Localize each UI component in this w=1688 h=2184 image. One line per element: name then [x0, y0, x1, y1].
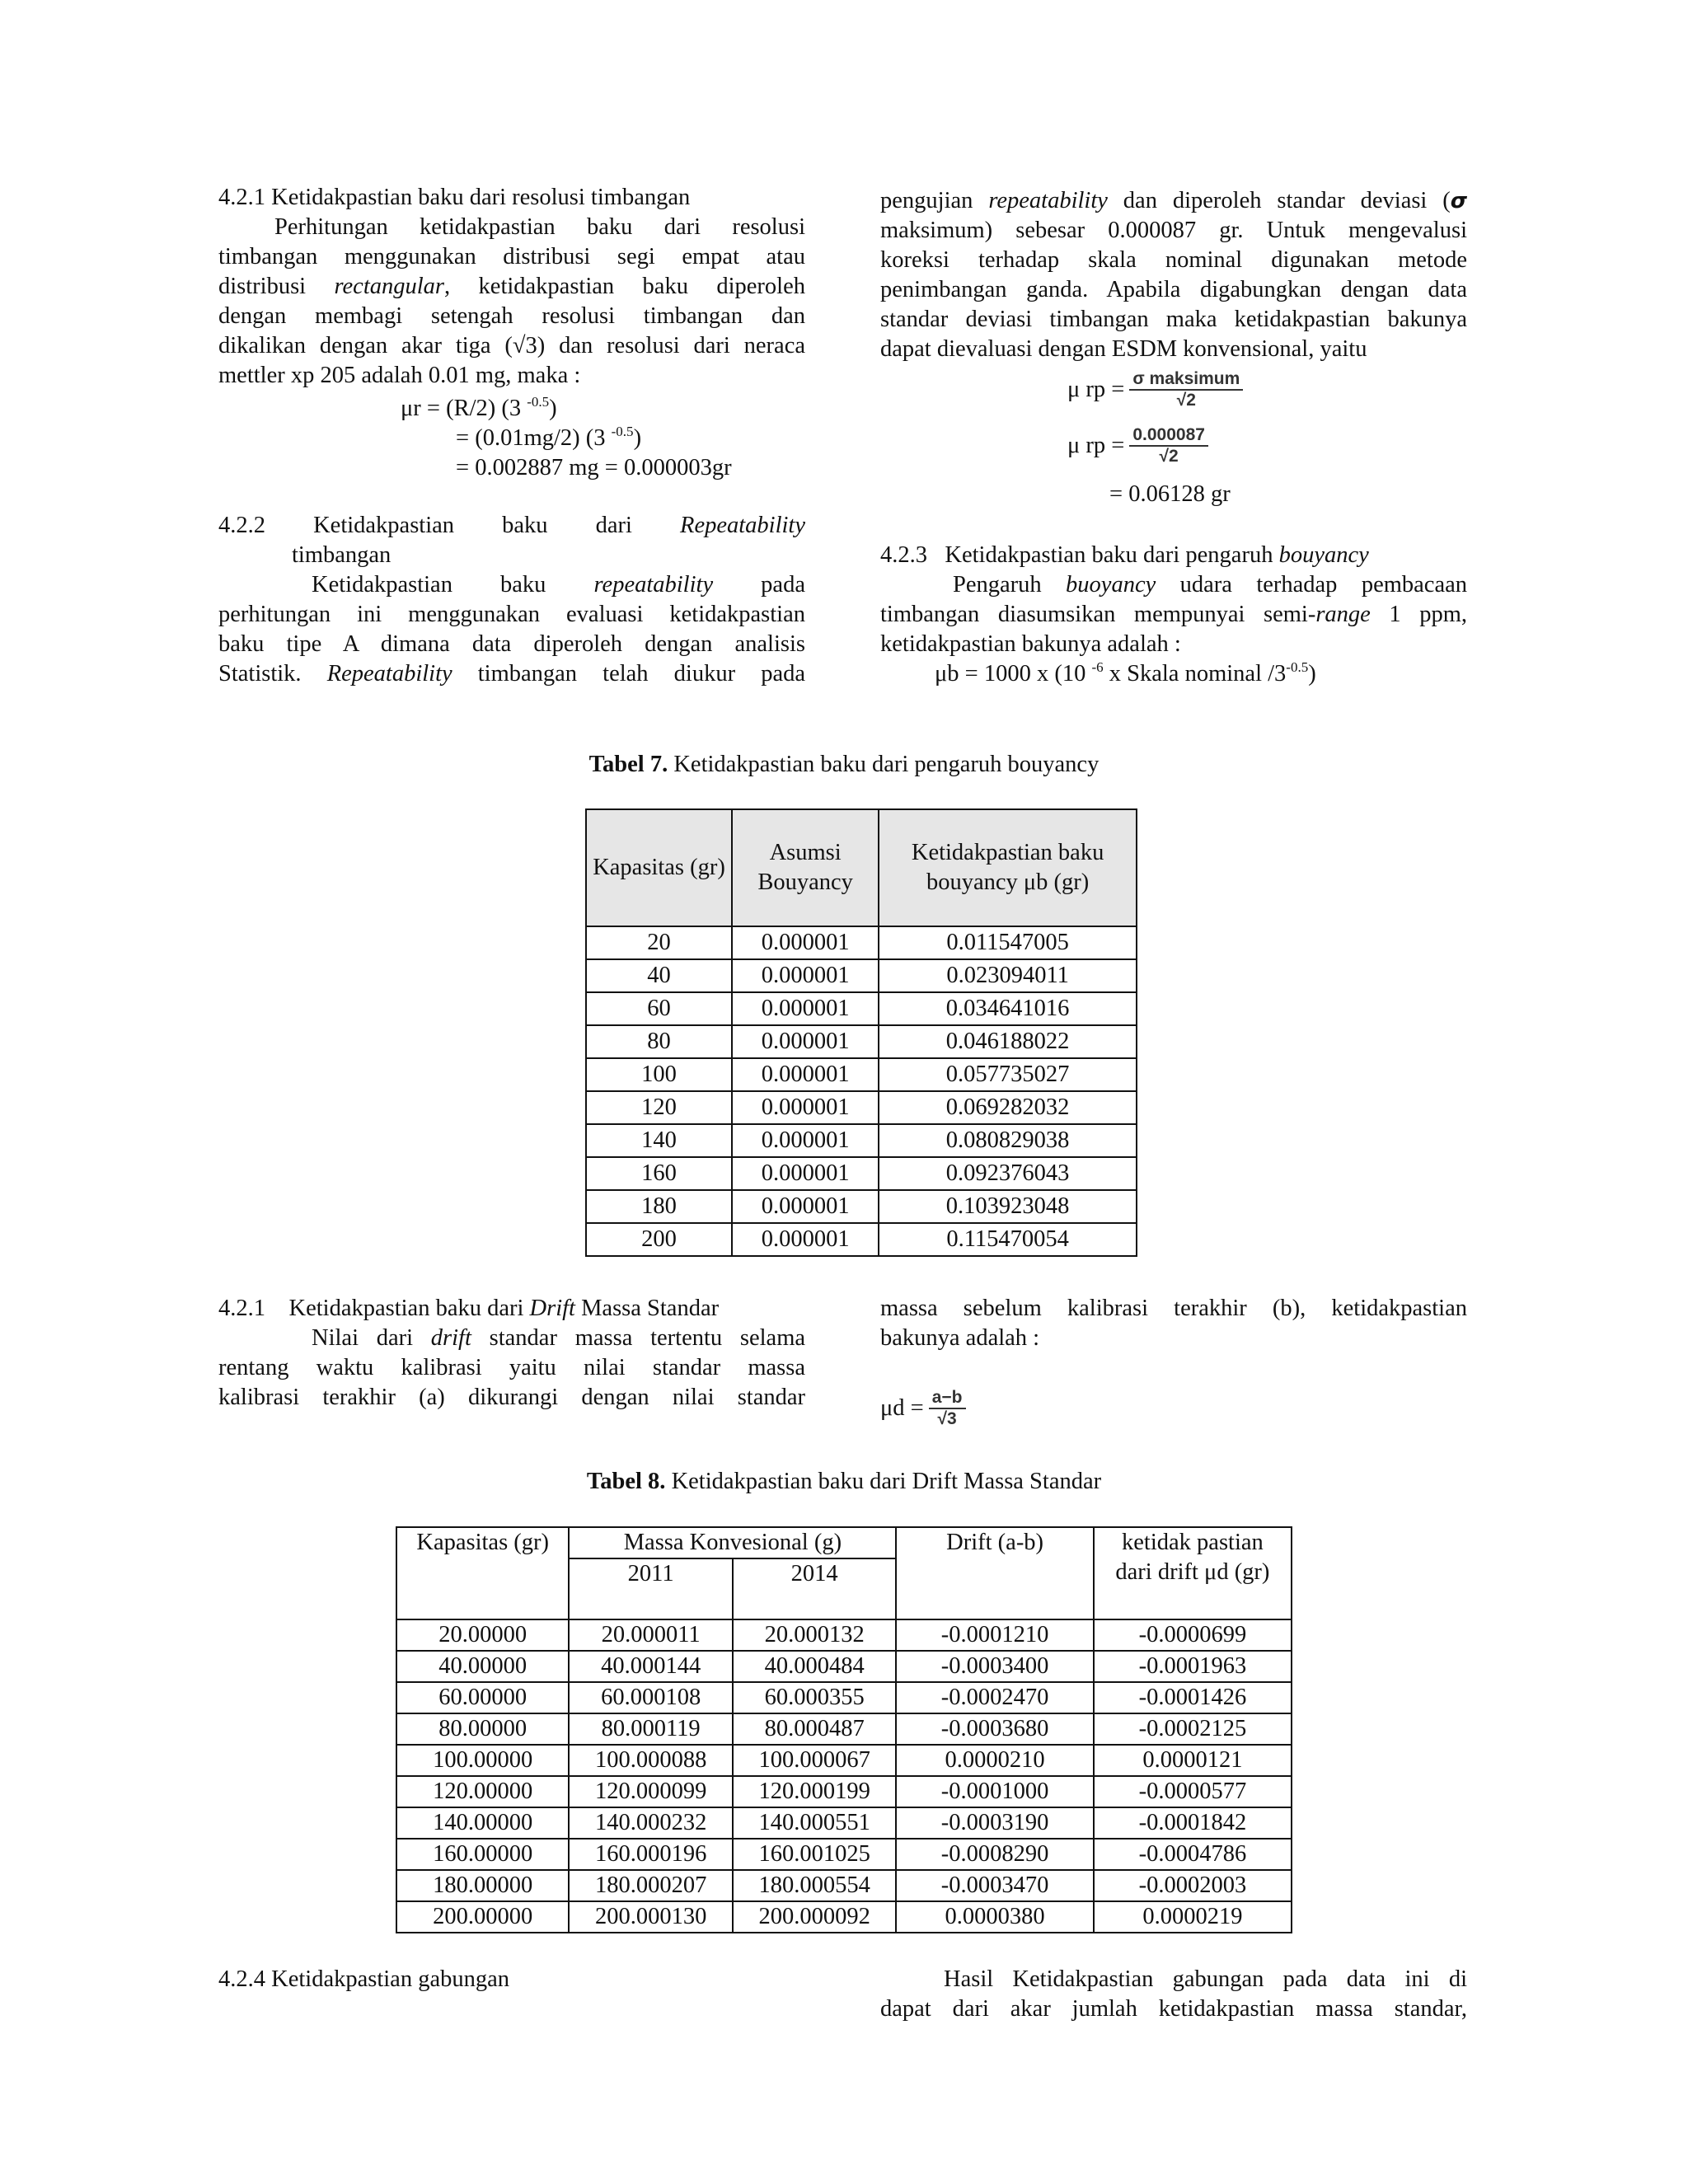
paragraph-line: Nilai dari drift standar massa tertentu selama: [312, 1325, 806, 1351]
table-7: [585, 808, 1137, 1257]
table-8: [396, 1526, 1292, 1933]
table-cell: -0.0004786: [1094, 1839, 1292, 1870]
table-cell: 200.000130: [569, 1901, 733, 1933]
table-cell: 160.00000: [396, 1839, 569, 1870]
table-cell: 40.000144: [569, 1651, 733, 1682]
col-header-2014: 2014: [733, 1558, 897, 1619]
table-cell: 0.115470054: [879, 1223, 1137, 1256]
equation-ud: μd = $\frac{a-b}{√3}$: [880, 1388, 966, 1429]
table-cell: 180.000207: [569, 1870, 733, 1901]
table-cell: 100.00000: [396, 1745, 569, 1776]
table-cell: 80: [586, 1025, 732, 1058]
paragraph-line: Pengaruh buoyancy udara terhadap pembacaan: [953, 572, 1467, 598]
paragraph-line: standar deviasi timbangan maka ketidakpastian bakunya: [880, 307, 1467, 332]
equation-ur-2: = (0.01mg/2) (3 $^{-0.5}$): [456, 424, 642, 451]
table-cell: 200.000092: [733, 1901, 897, 1933]
table-cell: 120.00000: [396, 1776, 569, 1807]
table-row: [586, 1223, 1137, 1256]
table-cell: -0.0000577: [1094, 1776, 1292, 1807]
paragraph-line: koreksi terhadap skala nominal digunakan metode: [880, 247, 1467, 273]
table-cell: 100.000067: [733, 1745, 897, 1776]
table-cell: 140.000232: [569, 1807, 733, 1839]
paragraph-line: Ketidakpastian baku repeatability pada: [312, 572, 805, 598]
table-cell: 200: [586, 1223, 732, 1256]
paragraph-line: baku tipe A dimana data diperoleh dengan analisis: [218, 631, 805, 657]
right-column-repeatability: [880, 186, 1467, 364]
paragraph-line: Hasil Ketidakpastian gabungan pada data ini di: [944, 1966, 1467, 1992]
section-4-2-3-buoyancy: [880, 541, 1467, 689]
table-row: [396, 1776, 1292, 1807]
equation-urp-1: μ rp = $\frac{\text{σ maksimum}}{√2}$: [1067, 369, 1243, 410]
table-cell: 20.000132: [733, 1619, 897, 1651]
table-cell: 0.000001: [732, 926, 879, 959]
table-cell: -0.0001000: [896, 1776, 1093, 1807]
table-cell: 140: [586, 1124, 732, 1157]
fraction: $\frac{\text{σ maksimum}}{√2}$: [1129, 369, 1243, 410]
table-cell: 180.00000: [396, 1870, 569, 1901]
table-cell: 60.00000: [396, 1682, 569, 1713]
col-header-massa: Massa Konvesional (g): [569, 1527, 896, 1558]
table-cell: 80.000487: [733, 1713, 897, 1745]
table-cell: 180.000554: [733, 1870, 897, 1901]
table-row: [396, 1682, 1292, 1713]
table-cell: 180: [586, 1190, 732, 1223]
table-row: [396, 1901, 1292, 1933]
paragraph-line: maksimum) sebesar 0.000087 gr. Untuk mengevalusi: [880, 218, 1467, 243]
paragraph-line: ketidakpastian bakunya adalah :: [880, 631, 1181, 657]
col-header-2011: 2011: [569, 1558, 733, 1619]
table-row: [586, 1025, 1137, 1058]
table-cell: 0.092376043: [879, 1157, 1137, 1190]
table-row: [586, 959, 1137, 992]
table-cell: 20.000011: [569, 1619, 733, 1651]
table-8-caption: Tabel 8. Ketidakpastian baku dari Drift Massa Standar: [586, 1469, 1102, 1494]
col-header-ud: ketidak pastian dari drift μd (gr): [1094, 1527, 1292, 1619]
table-row: [396, 1651, 1292, 1682]
table-cell: 0.057735027: [879, 1058, 1137, 1091]
table-cell: 0.023094011: [879, 959, 1137, 992]
table-cell: -0.0003470: [896, 1870, 1093, 1901]
paragraph-line: dapat dievaluasi dengan ESDM konvensional, yaitu: [880, 336, 1367, 362]
table-cell: 160.000196: [569, 1839, 733, 1870]
table-row: [586, 992, 1137, 1025]
table-cell: 0.0000210: [896, 1745, 1093, 1776]
equation-urp-2: μ rp = $\frac{0.000087}{√2}$: [1067, 425, 1208, 466]
table-cell: 0.000001: [732, 959, 879, 992]
table-cell: 20.00000: [396, 1619, 569, 1651]
table-row: [586, 1091, 1137, 1124]
table-cell: 60.000108: [569, 1682, 733, 1713]
equation-urp-result: = 0.06128 gr: [1109, 481, 1231, 507]
table-row: [396, 1807, 1292, 1839]
table-cell: 0.000001: [732, 1223, 879, 1256]
table-cell: 0.000001: [732, 1058, 879, 1091]
paragraph-line: dapat dari akar jumlah ketidakpastian massa standar,: [880, 1996, 1467, 2022]
table-cell: 140.000551: [733, 1807, 897, 1839]
col-header-kapasitas: Kapasitas (gr): [396, 1527, 569, 1619]
table-cell: 0.000001: [732, 992, 879, 1025]
section-heading: 4.2.3 Ketidakpastian baku dari pengaruh bouyancy: [880, 542, 1369, 568]
table-row: [396, 1870, 1292, 1901]
table-cell: -0.0001426: [1094, 1682, 1292, 1713]
table-cell: 160: [586, 1157, 732, 1190]
equation-ur-1: μr = (R/2) (3 $^{-0.5}$): [401, 394, 557, 421]
paragraph-line: bakunya adalah :: [880, 1325, 1040, 1351]
paragraph-line: rentang waktu kalibrasi yaitu nilai standar massa: [218, 1355, 805, 1380]
table-row: [396, 1839, 1292, 1870]
col-header-drift: Drift (a-b): [896, 1527, 1093, 1619]
table-cell: 60: [586, 992, 732, 1025]
section-heading: 4.2.1 Ketidakpastian baku dari resolusi timbangan: [218, 185, 691, 210]
col-header: Ketidakpastian baku bouyancy μb (gr): [879, 809, 1137, 926]
paragraph-line: dengan membagi setengah resolusi timbangan dan: [218, 303, 805, 329]
drift-right-text: [880, 1294, 1467, 1353]
table-cell: 120: [586, 1091, 732, 1124]
table-cell: 0.069282032: [879, 1091, 1137, 1124]
table-cell: 0.0000121: [1094, 1745, 1292, 1776]
fraction: $\frac{a-b}{√3}$: [929, 1388, 966, 1429]
table-cell: 60.000355: [733, 1682, 897, 1713]
table-cell: -0.0003680: [896, 1713, 1093, 1745]
paragraph-line: kalibrasi terakhir (a) dikurangi dengan nilai standar: [218, 1385, 805, 1410]
paragraph-line: Perhitungan ketidakpastian baku dari resolusi: [274, 214, 805, 240]
table-cell: -0.0001963: [1094, 1651, 1292, 1682]
section-heading-cont: timbangan: [292, 542, 392, 568]
table-row: [586, 1124, 1137, 1157]
table-cell: 0.000001: [732, 1157, 879, 1190]
section-4-2-2-repeatability: [218, 511, 805, 689]
table-cell: 40.000484: [733, 1651, 897, 1682]
col-header: Asumsi Bouyancy: [732, 809, 879, 926]
table-cell: 40.00000: [396, 1651, 569, 1682]
table-cell: -0.0001210: [896, 1619, 1093, 1651]
table-header-row: [586, 809, 1137, 926]
paragraph-line: timbangan diasumsikan mempunyai semi-range 1 ppm,: [880, 602, 1467, 627]
paragraph-line: timbangan menggunakan distribusi segi empat atau: [218, 244, 805, 269]
table-cell: 120.000099: [569, 1776, 733, 1807]
paragraph-line: mettler xp 205 adalah 0.01 mg, maka :: [218, 363, 581, 388]
equation-ur-3: = 0.002887 mg = 0.000003gr: [456, 455, 732, 480]
table-row: [586, 1190, 1137, 1223]
table-row: [586, 1058, 1137, 1091]
col-header: Kapasitas (gr): [586, 809, 732, 926]
table-cell: 200.00000: [396, 1901, 569, 1933]
table-cell: 0.0000380: [896, 1901, 1093, 1933]
table-row: [396, 1713, 1292, 1745]
combined-right-text: [880, 1965, 1467, 2024]
table-cell: 0.000001: [732, 1025, 879, 1058]
table-cell: 100.000088: [569, 1745, 733, 1776]
section-4-2-4-heading: 4.2.4 Ketidakpastian gabungan: [218, 1966, 509, 1992]
section-4-2-1-resolution: [218, 183, 805, 391]
table-cell: 0.0000219: [1094, 1901, 1292, 1933]
section-drift: [218, 1294, 805, 1413]
table-cell: -0.0002470: [896, 1682, 1093, 1713]
fraction: $\frac{0.000087}{√2}$: [1129, 425, 1208, 466]
table-cell: -0.0003400: [896, 1651, 1093, 1682]
paragraph-line: Statistik. Repeatability timbangan telah diukur pada: [218, 661, 806, 687]
table-cell: 0.000001: [732, 1091, 879, 1124]
table-cell: 120.000199: [733, 1776, 897, 1807]
table-row: [396, 1619, 1292, 1651]
table-header-row: [396, 1527, 1292, 1558]
table-cell: 160.001025: [733, 1839, 897, 1870]
table-cell: 0.000001: [732, 1124, 879, 1157]
table-cell: 0.103923048: [879, 1190, 1137, 1223]
table-cell: 140.00000: [396, 1807, 569, 1839]
table-cell: 80.00000: [396, 1713, 569, 1745]
paragraph-line: dikalikan dengan akar tiga (√3) dan resolusi dari neraca: [218, 333, 805, 359]
table-cell: -0.0000699: [1094, 1619, 1292, 1651]
table-cell: 0.046188022: [879, 1025, 1137, 1058]
paragraph-line: distribusi rectangular, ketidakpastian baku diperoleh: [218, 274, 805, 299]
table-cell: 20: [586, 926, 732, 959]
table-cell: 0.011547005: [879, 926, 1137, 959]
table-cell: -0.0001842: [1094, 1807, 1292, 1839]
paragraph-line: pengujian repeatability dan diperoleh standar deviasi (σ: [880, 188, 1468, 213]
table-row: [586, 1157, 1137, 1190]
paragraph-line: penimbangan ganda. Apabila digabungkan dengan data: [880, 277, 1467, 302]
table-7-caption: Tabel 7. Ketidakpastian baku dari pengaruh bouyancy: [588, 752, 1100, 777]
table-cell: -0.0002125: [1094, 1713, 1292, 1745]
table-cell: 40: [586, 959, 732, 992]
table-cell: 0.000001: [732, 1190, 879, 1223]
table-cell: -0.0002003: [1094, 1870, 1292, 1901]
table-cell: -0.0008290: [896, 1839, 1093, 1870]
table-cell: 0.034641016: [879, 992, 1137, 1025]
table-cell: 100: [586, 1058, 732, 1091]
section-heading: 4.2.2 Ketidakpastian baku dari Repeatability: [218, 513, 805, 538]
paragraph-line: perhitungan ini menggunakan evaluasi ketidakpastian: [218, 602, 805, 627]
table-row: [396, 1745, 1292, 1776]
table-row: [586, 926, 1137, 959]
equation-ub: μb = 1000 x (10 $^{-6}$ x Skala nominal $/3^{-0.5}$): [935, 659, 1316, 687]
table-cell: -0.0003190: [896, 1807, 1093, 1839]
section-heading: 4.2.1 Ketidakpastian baku dari Drift Massa Standar: [218, 1296, 720, 1321]
paragraph-line: massa sebelum kalibrasi terakhir (b), ketidakpastian: [880, 1296, 1467, 1321]
table-cell: 0.080829038: [879, 1124, 1137, 1157]
table-cell: 80.000119: [569, 1713, 733, 1745]
